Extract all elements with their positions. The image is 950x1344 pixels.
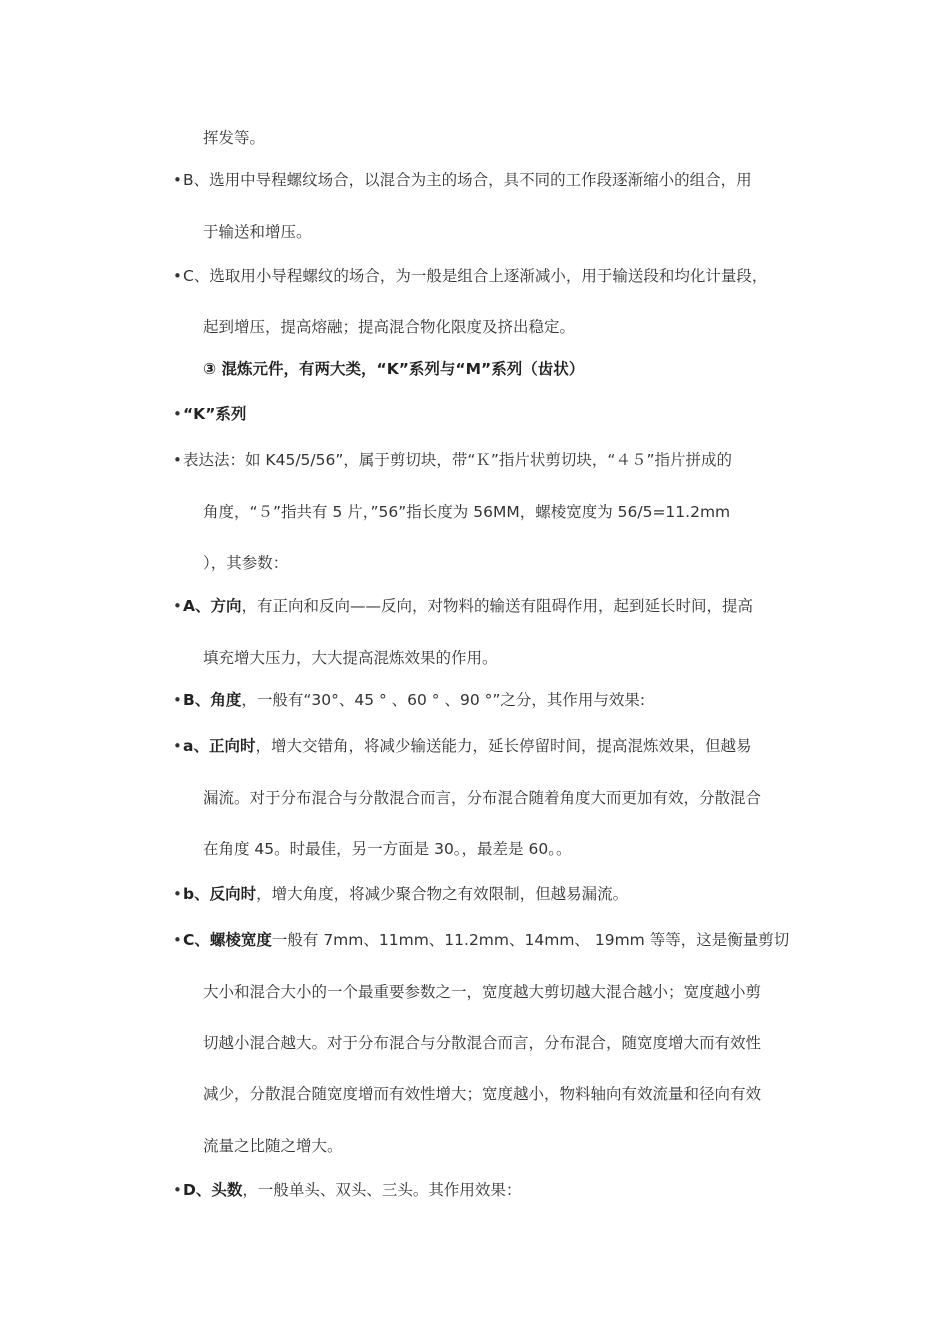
text-line: 切越小混合越大。对于分布混合与分散混合而言，分布混合，随宽度增大而有效性 [203, 1034, 762, 1052]
section-heading: ③ 混炼元件，有两大类，“K”系列与“M”系列（齿状） [203, 360, 585, 378]
term-label: b、反向时 [183, 885, 257, 903]
term-label: B、角度 [183, 691, 242, 709]
term-description: ，有正向和反向——反向，对物料的输送有阻碍作用，起到延长时间，提高 [241, 597, 754, 615]
text-line: 于输送和增压。 [203, 223, 312, 241]
text-line: 流量之比随之增大。 [203, 1137, 343, 1155]
bullet: • [173, 691, 182, 709]
term-description: ，一般有“30°、45 ° 、60 ° 、90 °”之分，其作用与效果: [241, 691, 646, 709]
term-description: 一般有 7mm、11mm、11.2mm、14mm、 19mm 等等，这是衡量剪切 [271, 931, 790, 949]
bullet: • [173, 597, 182, 615]
text-line: 填充增大压力，大大提高混炼效果的作用。 [203, 649, 498, 667]
list-item-b-medium-lead: B、选用中导程螺纹场合，以混合为主的场合，具不同的工作段逐渐缩小的组合，用 [183, 171, 752, 189]
text-line: 起到增压，提高熔融；提高混合物化限度及挤出稳定。 [203, 318, 576, 336]
text-line: ），其参数： [203, 554, 289, 572]
text-line: 在角度 45。时最佳，另一方面是 30。，最差是 60。。 [203, 840, 572, 858]
subheading-k-series: “K”系列 [183, 405, 247, 423]
text-line: 大小和混合大小的一个最重要参数之一，宽度越大剪切越大混合越小；宽度越小剪 [203, 983, 762, 1001]
term-label: A、方向 [183, 597, 242, 615]
bullet: • [173, 171, 182, 189]
bullet: • [173, 931, 182, 949]
list-item-a-forward [183, 736, 751, 756]
text-line: 挥发等。 [203, 129, 266, 147]
term-description: ，一般单头、双头、三头。其作用效果： [242, 1181, 522, 1199]
list-item-d-starts [183, 1180, 521, 1200]
bullet: • [173, 451, 182, 469]
term-label: a、正向时 [183, 737, 256, 755]
bullet: • [173, 1181, 182, 1199]
bullet: • [173, 885, 182, 903]
list-item-c-small-lead: C、选取用小导程螺纹的场合，为一般是组合上逐渐减小，用于输送段和均化计量段， [183, 267, 768, 285]
list-item-b-angle [183, 690, 645, 710]
term-label: C、螺棱宽度 [183, 931, 272, 949]
text-line: 减少，分散混合随宽度增而有效性增大；宽度越小，物料轴向有效流量和径向有效 [203, 1085, 762, 1103]
bullet: • [173, 737, 182, 755]
term-description: ，增大角度，将减少聚合物之有效限制，但越易漏流。 [256, 885, 629, 903]
list-item-notation: 表达法：如 K45/5/56”，属于剪切块，带“Ｋ”指片状剪切块，“４５”指片拼成的 [183, 451, 732, 469]
list-item-b-reverse [183, 884, 628, 904]
list-item-c-flight-width [183, 930, 789, 950]
bullet: • [173, 405, 182, 423]
bullet: • [173, 267, 182, 285]
term-label: D、头数 [183, 1181, 243, 1199]
term-description: ，增大交错角，将减少输送能力，延长停留时间，提高混炼效果，但越易 [255, 737, 752, 755]
text-line: 角度，“５”指共有 5 片，”56”指长度为 56MM，螺棱宽度为 56/5=11.2mm [203, 503, 731, 521]
list-item-a-direction [183, 596, 753, 616]
text-line: 漏流。对于分布混合与分散混合而言，分布混合随着角度大而更加有效，分散混合 [203, 789, 762, 807]
